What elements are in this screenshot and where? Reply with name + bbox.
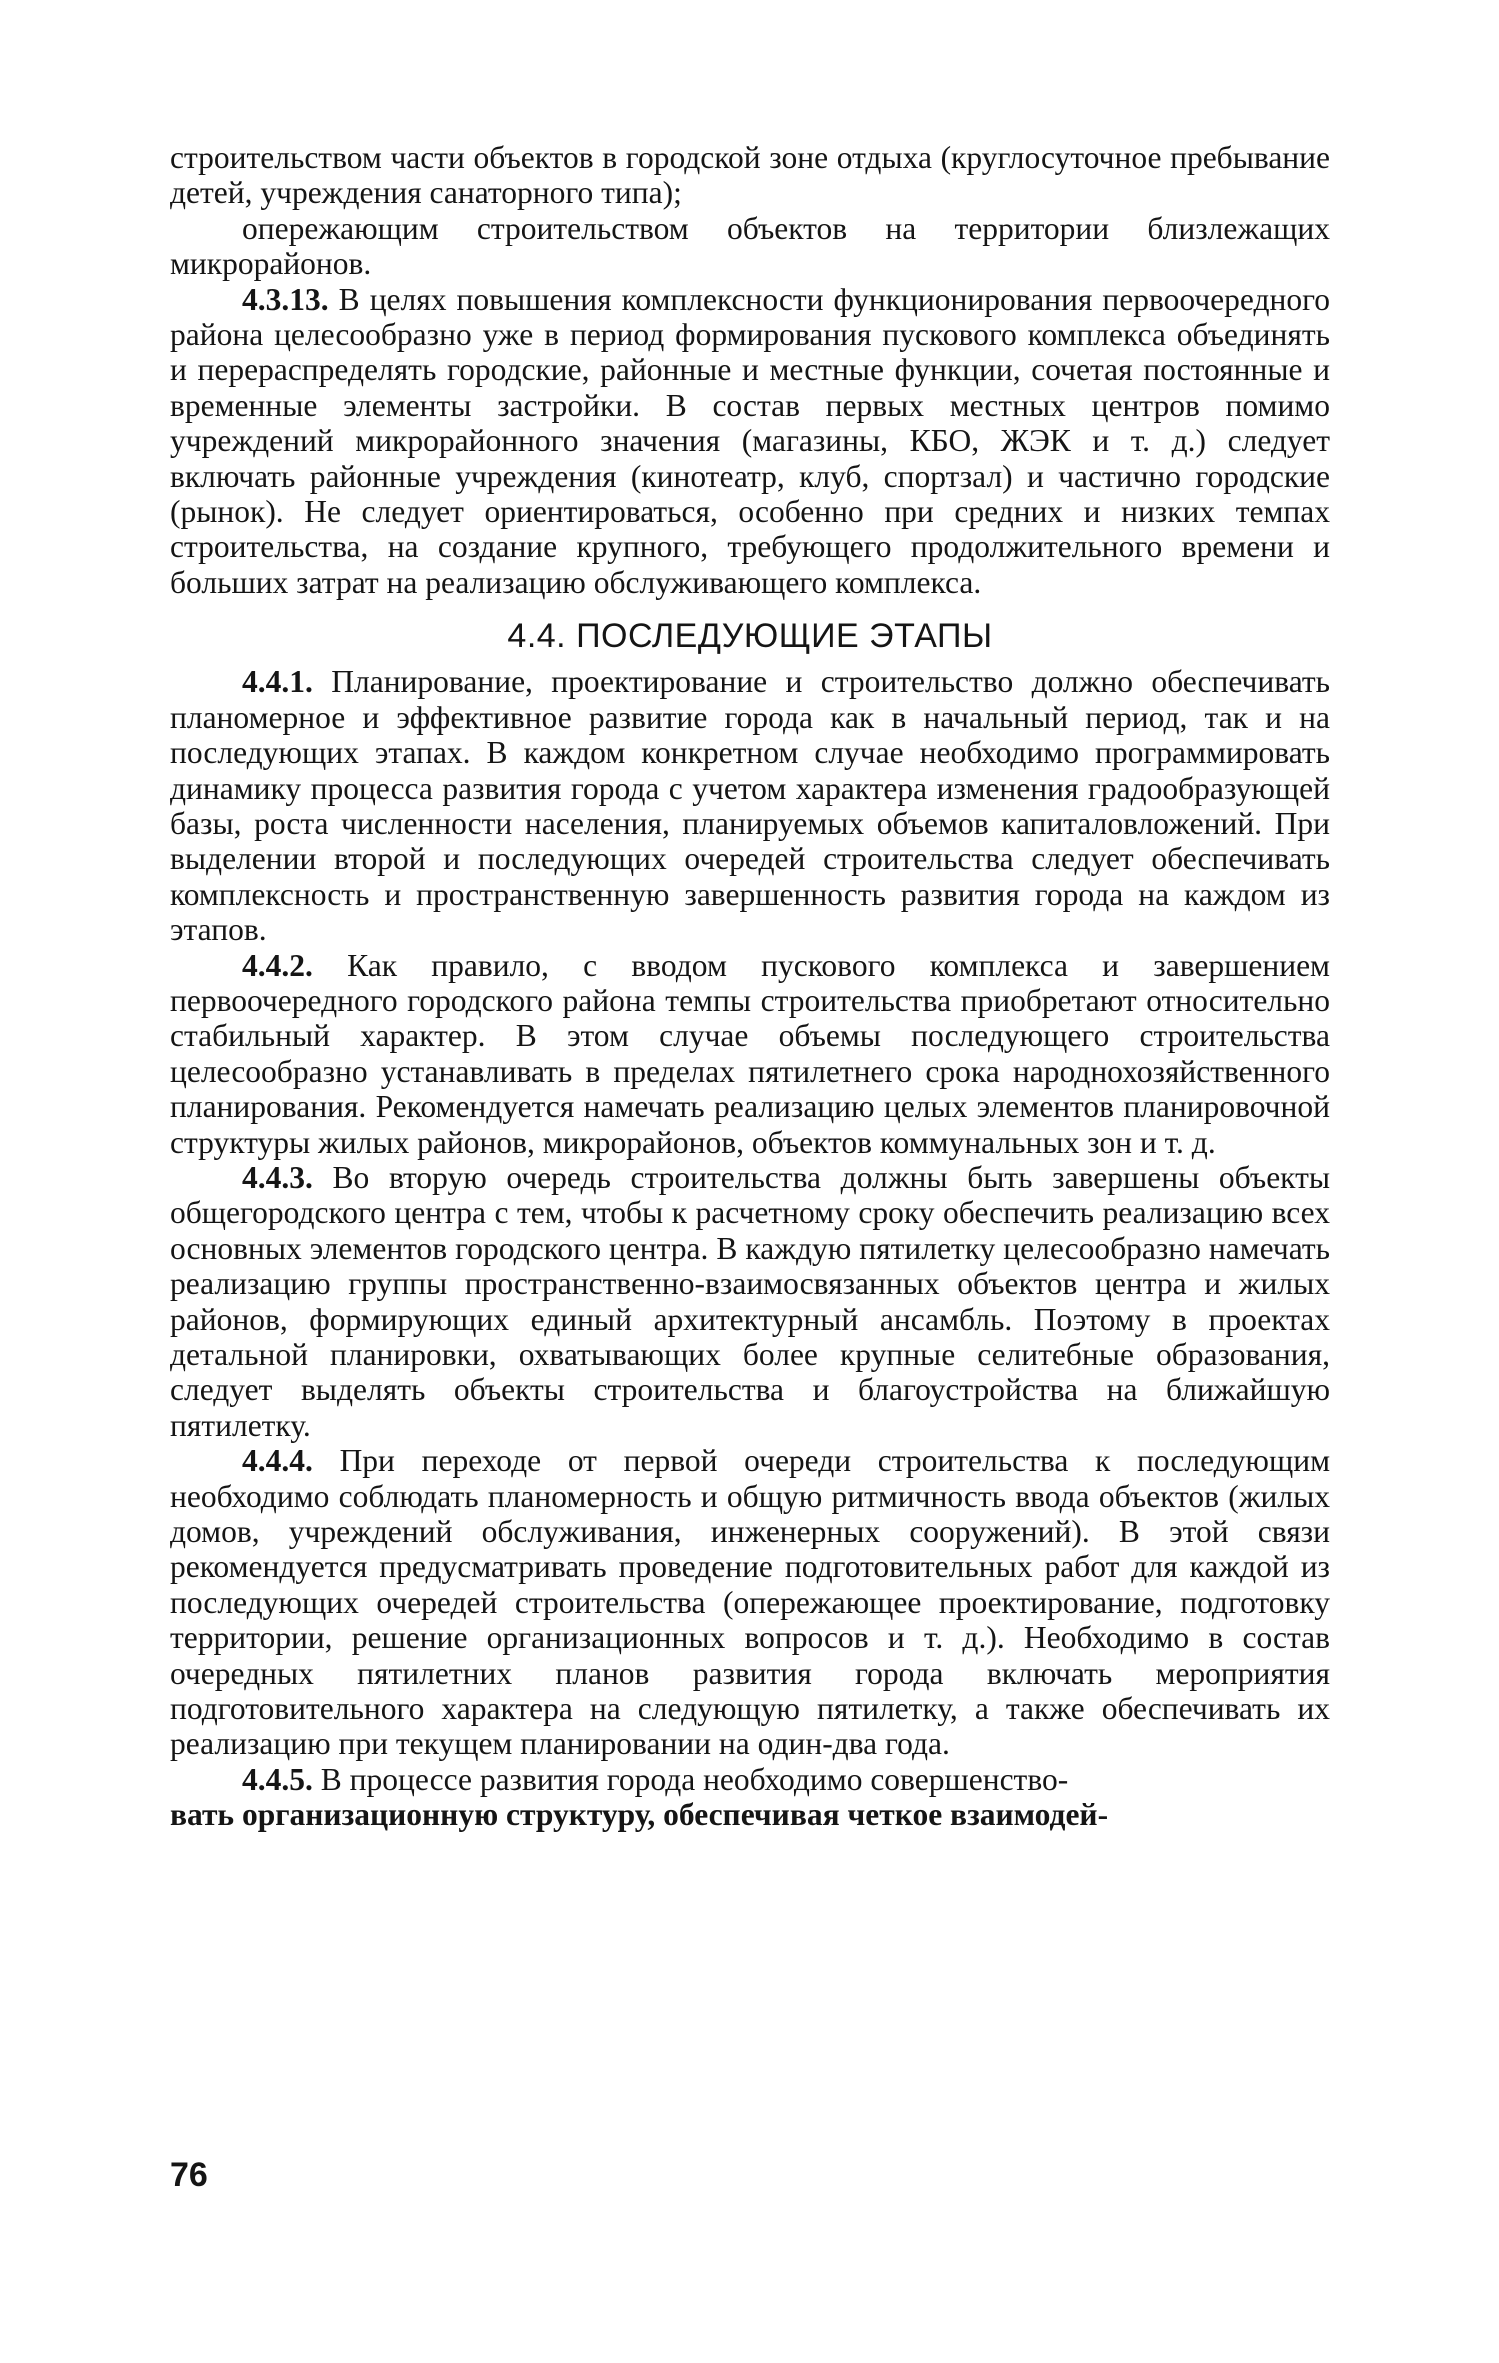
section-number: 4.4.2. bbox=[242, 947, 313, 983]
paragraph-text: опережающим строительством объектов на территории близлежащих микрорайонов. bbox=[170, 210, 1330, 282]
section-text: При переходе от первой очереди строительства к последующим необходимо соблюдать планомерность и общую ритмичность ввода объектов (жилых домов, учреждений обслуживания, инженерных сооружений). В этой связи рекомендуется предусматривать проведение подготовительных работ для каждой из последующих очередей строительства (опережающее проектирование, подготовку территории, решение организационных вопросов и т. д.). Необходимо в состав очередных пятилетних планов развития города включать мероприятия подготовительного характера на следующую пятилетку, а также обеспечивать их реализацию при текущем планировании на один-два года. bbox=[170, 1443, 1330, 1762]
page-body bbox=[170, 140, 1330, 1833]
section-number: 4.4.1. bbox=[242, 664, 313, 700]
section-4-4-1 bbox=[170, 664, 1330, 947]
section-number: 4.4.5. bbox=[242, 1761, 313, 1797]
section-text-bold-tail: вать организационную структуру, обеспечивая четкое взаимодей- bbox=[170, 1797, 1109, 1833]
section-4-4-2 bbox=[170, 948, 1330, 1160]
paragraph-continuation-1 bbox=[170, 140, 1330, 211]
section-heading: 4.4. ПОСЛЕДУЮЩИЕ ЭТАПЫ bbox=[507, 617, 993, 656]
paragraph-text: строительством части объектов в городской зоне отдыха (круглосуточное пребывание детей, учреждения санаторного типа); bbox=[170, 140, 1330, 211]
section-number: 4.3.13. bbox=[242, 281, 329, 317]
section-4-4-4 bbox=[170, 1443, 1330, 1762]
section-text-lead: В процессе развития города необходимо совершенство- bbox=[320, 1761, 1069, 1797]
section-text: Планирование, проектирование и строительство должно обеспечивать планомерное и эффективное развитие города как в начальный период, так и на последующих этапах. В каждом конкретном случае необходимо программировать динамику процесса развития города с учетом характера изменения градообразующей базы, роста численности населения, планируемых объемов капиталовложений. При выделении второй и последующих очередей строительства следует обеспечивать комплексность и пространственную завершенность развития города на каждом из этапов. bbox=[170, 664, 1331, 948]
section-text: Как правило, с вводом пускового комплекса и завершением первоочередного городского района темпы строительства приобретают относительно стабильный характер. В этом случае объемы последующего строительства целесообразно устанавливать в пределах пятилетнего срока народнохозяйственного планирования. Рекомендуется намечать реализацию целых элементов планировочной структуры жилых районов, микрорайонов, объектов коммунальных зон и т. д. bbox=[170, 947, 1330, 1160]
section-number: 4.4.3. bbox=[242, 1159, 313, 1195]
section-4-4-5 bbox=[170, 1762, 1330, 1833]
page-number: 76 bbox=[170, 2156, 208, 2194]
section-number: 4.4.4. bbox=[242, 1443, 313, 1479]
section-4-3-13 bbox=[170, 282, 1330, 601]
paragraph-continuation-2 bbox=[170, 211, 1330, 282]
section-text: В целях повышения комплексности функционирования первоочередного района целесообразно уже в период формирования пускового комплекса объединять и перераспределять городские, районные и местные функции, сочетая постоянные и временные элементы застройки. В состав первых местных центров помимо учреждений микрорайонного значения (магазины, КБО, ЖЭК и т. д.) следует включать районные учреждения (кинотеатр, клуб, спортзал) и частично городские (рынок). Не следует ориентироваться, особенно при средних и низких темпах строительства, на создание крупного, требующего продолжительного времени и больших затрат на реализацию обслуживающего комплекса. bbox=[170, 281, 1330, 600]
section-text: Во вторую очередь строительства должны быть завершены объекты общегородского центра с тем, чтобы к расчетному сроку обеспечить реализацию всех основных элементов городского центра. В каждую пятилетку целесообразно намечать реализацию группы пространственно-взаимосвязанных объектов центра и жилых районов, формирующих единый архитектурный ансамбль. Поэтому в проектах детальной планировки, охватывающих более крупные селитебные образования, следует выделять объекты строительства и благоустройства на ближайшую пятилетку. bbox=[170, 1159, 1330, 1443]
section-4-4-3 bbox=[170, 1160, 1330, 1443]
